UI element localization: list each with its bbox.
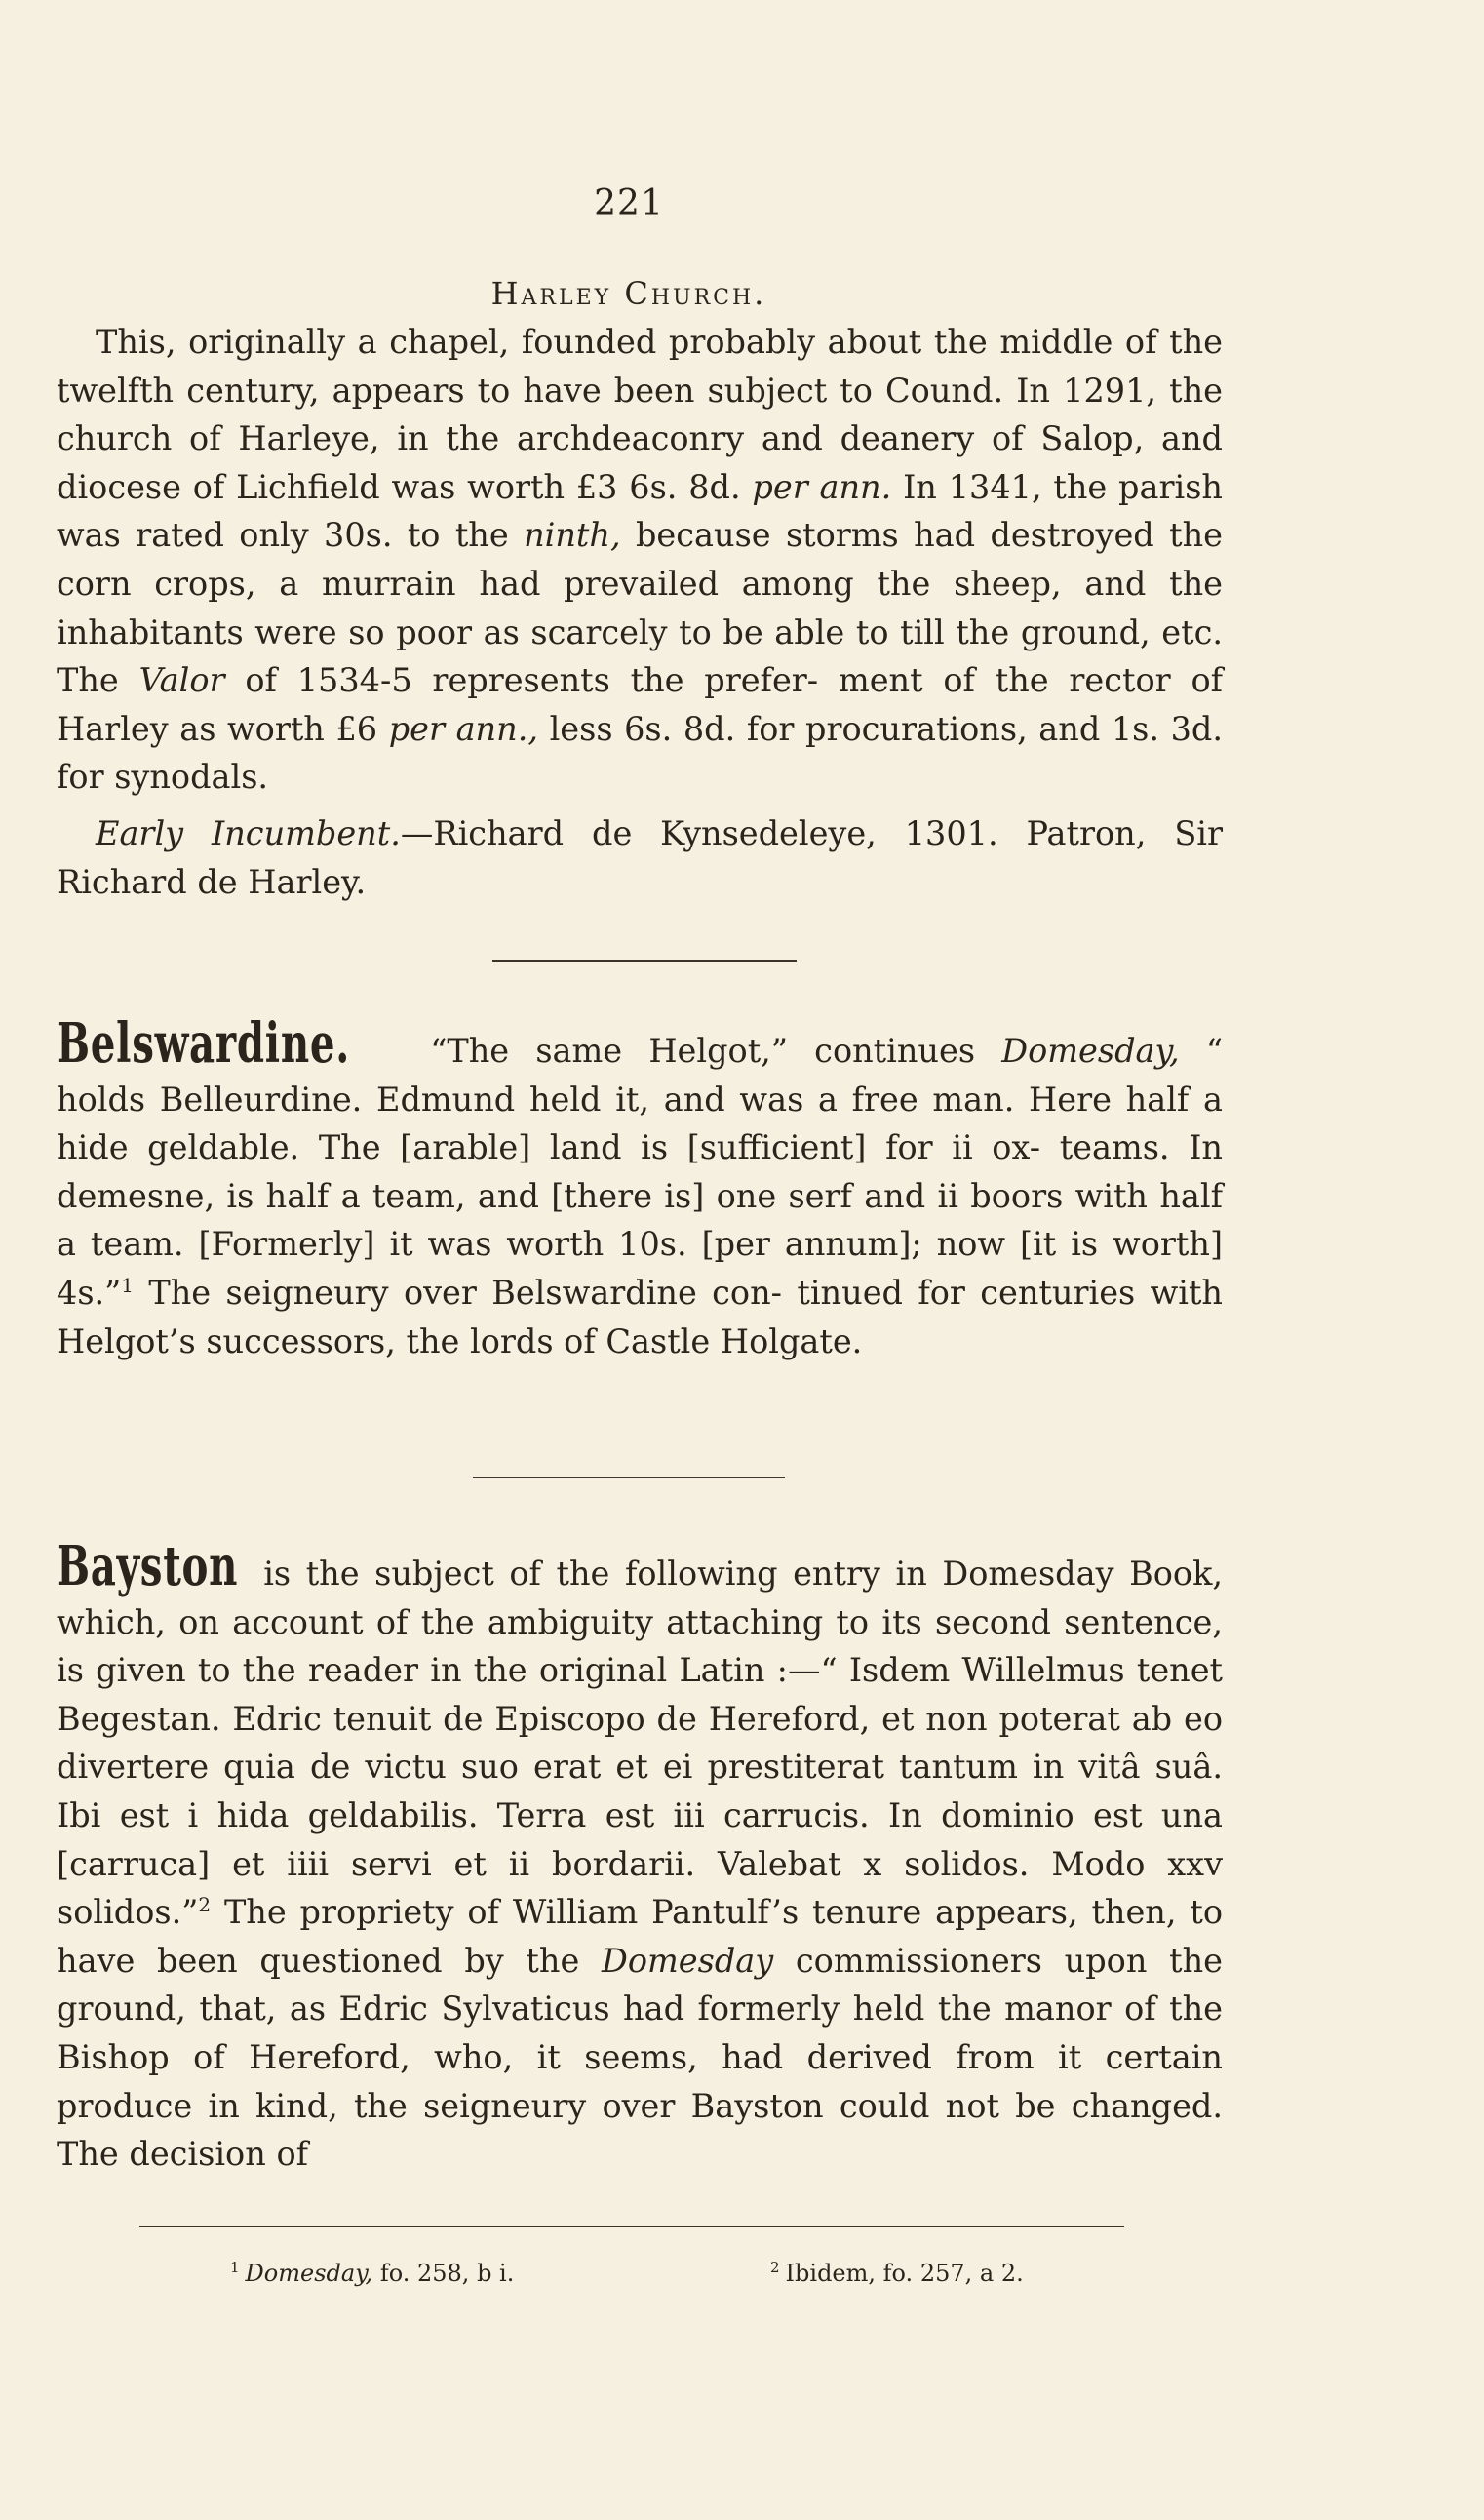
section-heading-harley-church: Harley Church.	[490, 275, 767, 312]
belswardine-text: now [it is worth] 4s.”	[57, 1225, 1224, 1312]
harley-line: till the ground, etc. The	[57, 612, 1224, 700]
early-incumbent-paragraph	[57, 809, 1223, 906]
harley-line: because storms	[635, 516, 899, 555]
harley-line: less 6s. 8d. for	[549, 709, 795, 748]
harley-line-italic: ninth,	[524, 516, 621, 555]
belswardine-text: The seigneury over Belswardine con-	[148, 1273, 782, 1312]
harley-line-italic: per ann.	[752, 467, 892, 506]
footnote-1	[230, 2259, 514, 2287]
bayston-text: who, it seems, had derived from it certain produce in kind, the	[57, 2037, 1223, 2125]
bayston-text: Sylvaticus had formerly held the manor of the Bishop of Hereford,	[57, 1989, 1223, 2076]
harley-church-paragraph	[57, 318, 1223, 802]
footnote-1-text: fo. 258, b i.	[379, 2260, 515, 2287]
harley-line: Salop, and diocese of Lichfield was worth £3 6s. 8d.	[57, 419, 1223, 506]
belswardine-text: Holgate.	[720, 1321, 863, 1360]
bayston-text: is the subject of the following entry in Domesday	[263, 1555, 1114, 1593]
section-divider	[492, 960, 797, 962]
bayston-text: by the	[464, 1941, 580, 1980]
harley-line: In	[903, 467, 937, 506]
early-incumbent-text-cont: Richard de Harley.	[57, 862, 367, 901]
belswardine-text-italic: Domesday,	[1001, 1032, 1180, 1070]
harley-line: 1291, the church of Harleye, in the archdeaconry and deanery of	[57, 371, 1223, 458]
footnote-ref-1: 1	[121, 1273, 135, 1297]
bayston-text: The propriety	[223, 1893, 454, 1932]
bayston-text: prestiterat tantum in vitâ suâ. Ibi est i hida geldabilis. Terra	[57, 1748, 1223, 1834]
belswardine-text: “ holds Belleurdine. Edmund held it, and was a free man. Here	[57, 1032, 1223, 1119]
bayston-text: commissioners upon the ground, that, as Edric	[57, 1941, 1223, 2028]
bayston-text: seigneury over Bayston could not be changed. The decision of	[57, 2086, 1223, 2174]
harley-line-italic: Valor	[138, 661, 225, 700]
belswardine-text: “The same Helgot,” continues	[430, 1032, 976, 1070]
footnote-1-source: Domesday,	[245, 2260, 373, 2287]
harley-line-italic: per ann.,	[388, 709, 538, 748]
harley-line: procurations, and 1s. 3d. for synodals.	[57, 709, 1224, 797]
bayston-text: bordarii. Valebat x solidos. Modo xxv solidos.”	[57, 1844, 1223, 1932]
harley-line: This, originally a chapel, founded probably about the middle of	[96, 323, 1157, 361]
section-divider	[473, 1477, 785, 1478]
belswardine-text: half a hide geldable. The [arable] land is [sufficient] for ii ox-	[57, 1080, 1223, 1167]
belswardine-paragraph	[57, 1011, 1224, 1365]
belswardine-text: boors with half a team. [Formerly] it was worth 10s. [per annum];	[57, 1176, 1223, 1264]
harley-line: had destroyed the corn crops, a murrain had prevailed among the	[57, 516, 1223, 603]
bayston-paragraph	[57, 1534, 1224, 2179]
harley-line: ment of the rector of Harley as worth £6	[57, 661, 1224, 748]
harley-line: sheep, and the inhabitants were so poor as scarcely to be able to	[57, 564, 1223, 651]
harley-line: 1341, the parish was rated only 30s. to the	[57, 467, 1223, 555]
footnote-2-mark: 2	[770, 2259, 780, 2276]
harley-line: of 1534-5 represents the prefer-	[245, 661, 819, 700]
bayston-text: et non poterat ab eo divertere quia de victu suo erat et ei	[57, 1699, 1223, 1787]
early-incumbent-label: Early Incumbent.	[96, 814, 401, 852]
footnote-divider	[139, 2226, 1124, 2227]
bayston-text: sentence, is given to the reader in the original Latin :—“ Isdem	[57, 1602, 1223, 1690]
bayston-title: Bayston	[57, 1534, 239, 1598]
belswardine-text: teams. In demesne, is half a team, and [there is] one serf and ii	[57, 1128, 1224, 1215]
bayston-text: of William Pantulf’s tenure appears, then, to have been questioned	[57, 1893, 1224, 1980]
belswardine-text: tinued for centuries with Helgot’s successors, the lords of Castle	[57, 1273, 1224, 1360]
footnote-2	[770, 2259, 1024, 2287]
bayston-text: Willelmus tenet Begestan. Edric tenuit de Episcopo de Hereford,	[57, 1651, 1224, 1738]
bayston-text-italic: Domesday	[602, 1941, 774, 1980]
bayston-text: est iii carrucis. In dominio est una [carruca] et iiii servi et ii	[57, 1795, 1223, 1883]
footnote-2-text: Ibidem, fo. 257, a 2.	[785, 2260, 1024, 2287]
footnote-1-mark: 1	[230, 2259, 240, 2276]
early-incumbent-text: —Richard de Kynsedeleye, 1301. Patron, Sir	[400, 814, 1223, 852]
page-number: 221	[594, 183, 664, 223]
harley-line: the twelfth century, appears to have been subject to Cound. In	[57, 323, 1223, 410]
bayston-text: Book, which, on account of the ambiguity attaching to its second	[57, 1555, 1224, 1641]
footnote-ref-2: 2	[198, 1893, 212, 1916]
belswardine-title: Belswardine.	[57, 1011, 350, 1076]
